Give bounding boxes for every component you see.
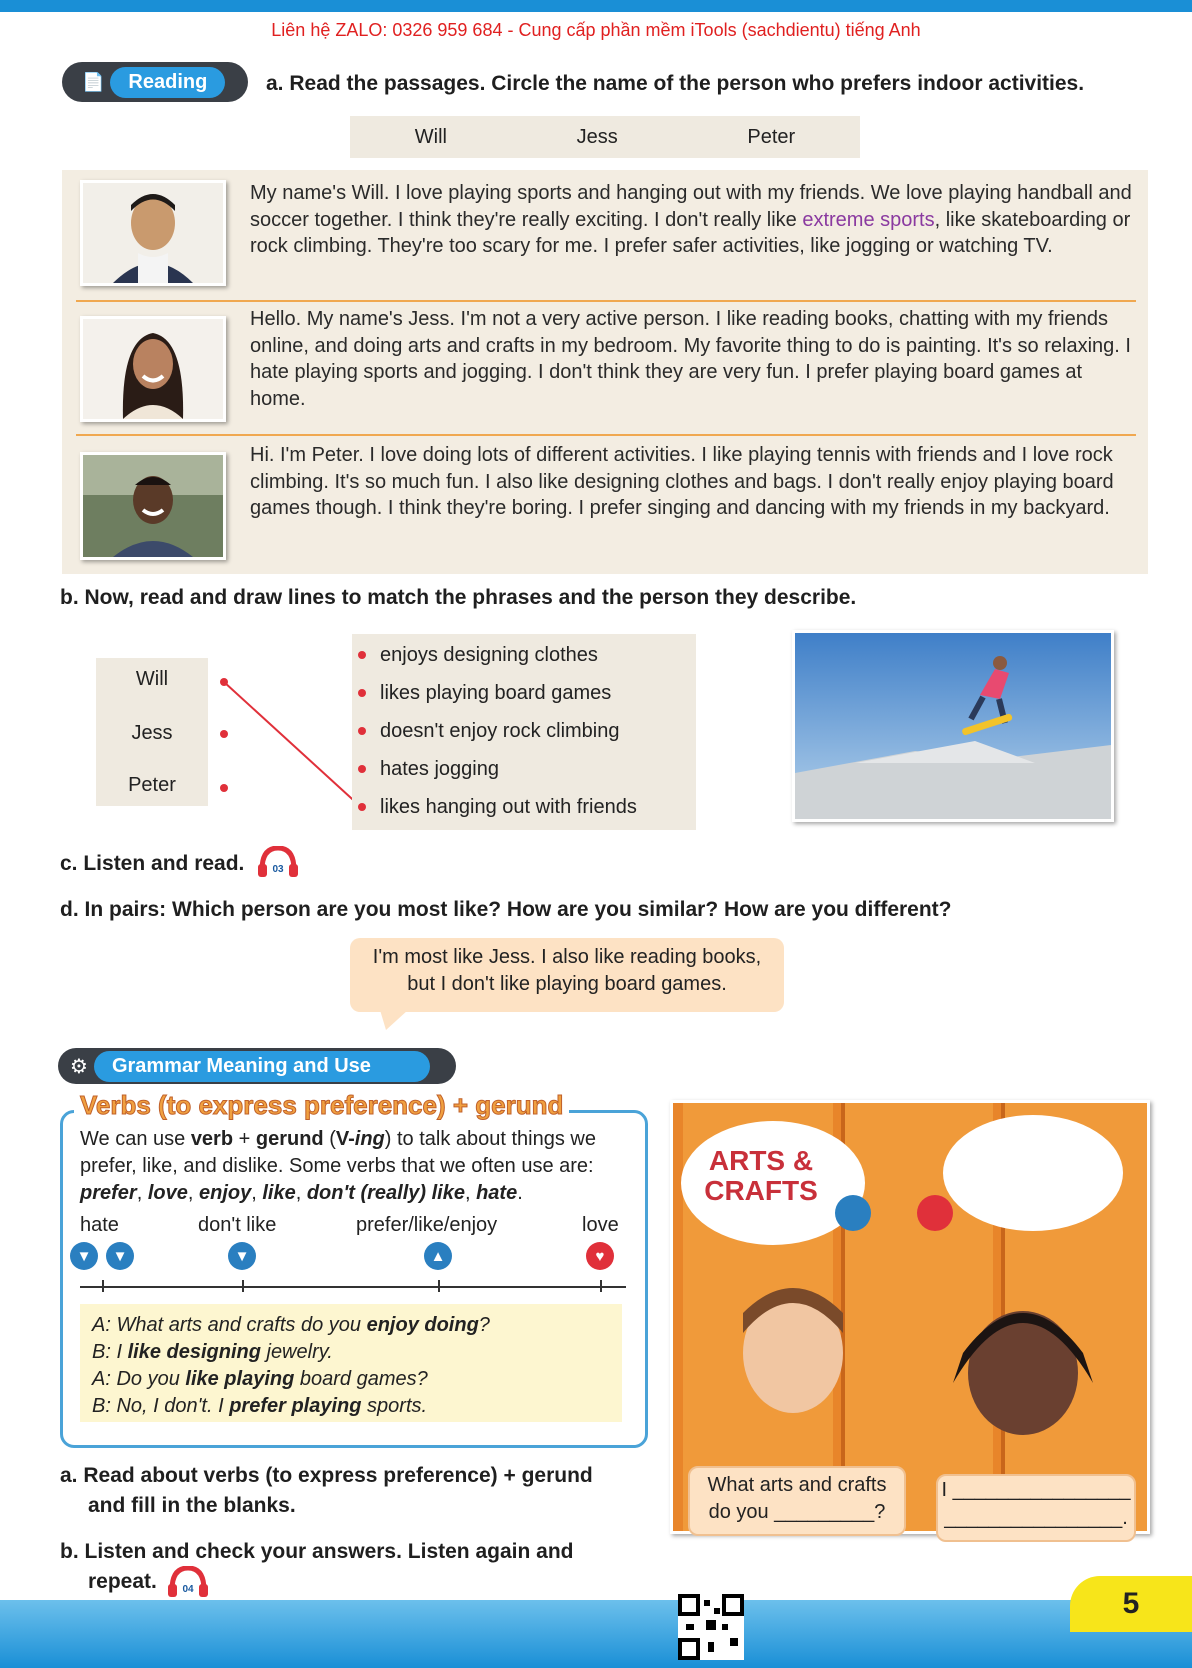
- grammar-instruction-b: b. Listen and check your answers. Listen again and repeat.: [60, 1540, 574, 1593]
- grammar-label: Grammar Meaning and Use: [94, 1051, 430, 1082]
- thumbs-up-icon: ▲: [424, 1242, 452, 1270]
- audio-cd1-03: [256, 846, 300, 878]
- arts-crafts-sign: ARTS & CRAFTS: [704, 1145, 818, 1206]
- qr-code: [678, 1594, 744, 1660]
- divider: [76, 300, 1136, 302]
- document-icon: 📄: [82, 71, 105, 92]
- grammar-badge: [58, 1048, 456, 1084]
- example-line: B: No, I don't. I prefer playing sports.: [92, 1395, 428, 1417]
- thumbs-down-icon: ▼: [228, 1242, 256, 1270]
- scale-label-love: love: [582, 1214, 619, 1236]
- grammar-explanation: We can use verb + gerund (V-ing) to talk about things we prefer, like, and dislike. Some verbs that we often use are: prefer, love, enjoy, like, don't (really) like, hate.: [80, 1128, 596, 1204]
- contact-banner: Liên hệ ZALO: 0326 959 684 - Cung cấp phần mềm iTools (sachdientu) tiếng Anh: [271, 20, 921, 40]
- match-names-box: [96, 658, 208, 806]
- audio-cd1-04: [166, 1566, 210, 1598]
- peter-portrait: [83, 455, 223, 557]
- headphones-icon[interactable]: [166, 1566, 210, 1598]
- passage-jess: Hello. My name's Jess. I'm not a very active person. I like reading books, chatting with my friends online, and doing arts and crafts in my bedroom. My favorite thing to do is painting. It's so relaxing. I hate playing sports and jogging. I don't think they are very fun. I prefer playing board games at home.: [250, 308, 1131, 410]
- example-line: B: I like designing jewelry.: [92, 1341, 333, 1363]
- match-name: Peter: [128, 774, 176, 796]
- headphones-icon[interactable]: [256, 846, 300, 878]
- grammar-instruction-a: a. Read about verbs (to express preference) + gerund and fill in the blanks.: [60, 1464, 593, 1517]
- jess-photo: [80, 316, 226, 422]
- name-option[interactable]: Peter: [747, 125, 796, 148]
- grammar-examples: [80, 1304, 622, 1422]
- scale-line: [80, 1286, 626, 1288]
- match-name: Jess: [131, 722, 173, 744]
- scale-tick: [600, 1280, 602, 1292]
- extreme-sports-link[interactable]: extreme sports: [802, 208, 935, 231]
- example-line: A: Do you like playing board games?: [92, 1368, 428, 1390]
- passages-panel: [62, 170, 1148, 574]
- speech-bubble: [350, 938, 784, 1012]
- thumbs-down-icon: ▼: [106, 1242, 134, 1270]
- will-photo: [80, 180, 226, 286]
- bottom-bar: [0, 1600, 1192, 1668]
- phrases-box: [352, 634, 696, 830]
- bubble-tail: [380, 1010, 410, 1032]
- scale-tick: [242, 1280, 244, 1292]
- name-option[interactable]: Will: [414, 125, 448, 148]
- top-bar: [0, 0, 1192, 12]
- scale-label-dont-like: don't like: [198, 1214, 277, 1236]
- passage-peter: Hi. I'm Peter. I love doing lots of different activities. I like playing tennis with friends and I love rock climbing. It's so much fun. I also like designing clothes and bags. I don't really enjoy playing board games though. I think they're boring. I prefer singing and dancing with my friends in my backyard.: [250, 444, 1114, 519]
- speech-line: but I don't like playing board games.: [407, 973, 727, 995]
- name-option[interactable]: Jess: [576, 125, 618, 148]
- scale-tick: [438, 1280, 440, 1292]
- instruction-d: d. In pairs: Which person are you most like? How are you similar? How are you different?: [60, 898, 952, 921]
- scale-label-hate: hate: [80, 1214, 119, 1236]
- skateboarder-scene: [795, 633, 1111, 819]
- svg-text:04: 04: [182, 1584, 194, 1595]
- heart-icon: ♥: [586, 1242, 614, 1270]
- speech-line: I'm most like Jess. I also like reading books,: [372, 946, 762, 968]
- instruction-a: a. Read the passages. Circle the name of the person who prefers indoor activities.: [266, 72, 1085, 95]
- scale-label-prefer: prefer/like/enjoy: [356, 1214, 498, 1236]
- gear-icon: ⚙: [70, 1055, 88, 1078]
- phrase-item[interactable]: hates jogging: [352, 750, 696, 788]
- phrase-item[interactable]: enjoys designing clothes: [352, 636, 696, 674]
- instruction-c: c. Listen and read.: [60, 852, 245, 875]
- example-line: A: What arts and crafts do you enjoy doing?: [92, 1314, 490, 1336]
- reading-label: Reading: [110, 67, 225, 98]
- svg-text:03: 03: [272, 864, 284, 875]
- photo-bubble-left: What arts and crafts do you _________?: [688, 1466, 906, 1536]
- name-options: [350, 116, 860, 158]
- divider: [76, 434, 1136, 436]
- reading-badge: [62, 62, 248, 102]
- scale-tick: [102, 1280, 104, 1292]
- phrase-item[interactable]: likes playing board games: [352, 674, 696, 712]
- grammar-box-title: Verbs (to express preference) + gerund: [74, 1090, 569, 1121]
- qr-pattern: [678, 1594, 744, 1660]
- page-number: 5: [1070, 1576, 1192, 1632]
- phrase-item[interactable]: likes hanging out with friends: [352, 788, 696, 826]
- thumbs-down-icon: ▼: [70, 1242, 98, 1270]
- jess-portrait: [83, 319, 223, 419]
- photo-bubble-right: I ________________ ________________.: [936, 1474, 1136, 1542]
- peter-photo: [80, 452, 226, 560]
- match-line: [220, 676, 370, 816]
- phrase-item[interactable]: doesn't enjoy rock climbing: [352, 712, 696, 750]
- will-portrait: [83, 183, 223, 283]
- instruction-b: b. Now, read and draw lines to match the phrases and the person they describe.: [60, 586, 857, 609]
- match-name: Will: [135, 668, 169, 690]
- passage-will: My name's Will. I love playing sports and hanging out with my friends. We love playing handball and soccer together. I think they're really exciting. I don't really like extreme sports, like skateboarding or rock climbing. They're too scary for me. I prefer safer activities, like jogging or watching TV.: [250, 182, 1132, 257]
- skateboarder-photo: [792, 630, 1114, 822]
